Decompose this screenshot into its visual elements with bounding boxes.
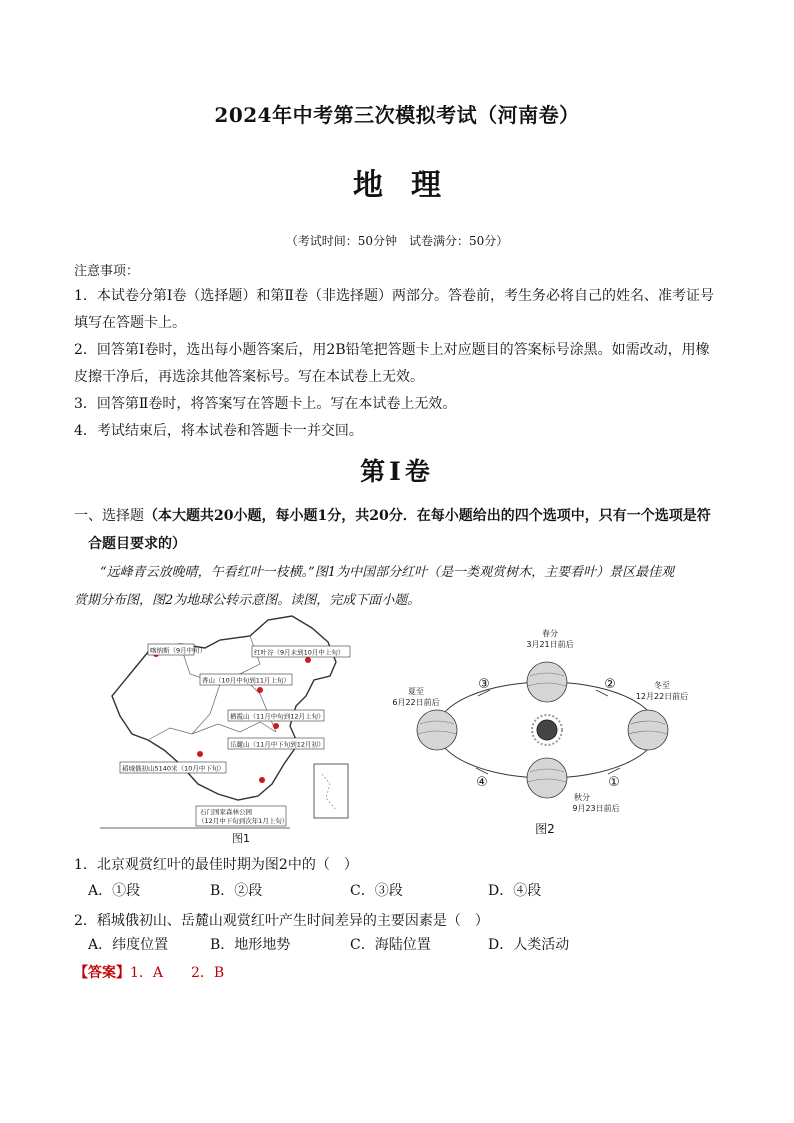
- sun-icon: [537, 720, 557, 740]
- q1-option-b[interactable]: B．②段: [210, 883, 263, 899]
- earth-spring-icon: [527, 662, 567, 702]
- earth-summer-icon: [417, 710, 457, 750]
- figure2-orbit: [390, 626, 700, 842]
- label-kanas: 喀纳斯（9月中旬）: [150, 646, 207, 655]
- segment-3: ③: [478, 677, 490, 692]
- volume-heading: 第Ⅰ卷: [360, 457, 434, 486]
- section-instruction: （本大题共20小题，每小题1分，共20分．在每小题给出的四个选项中，只有一个选项是符: [144, 508, 711, 524]
- winter-label: 冬至: [654, 681, 670, 690]
- label-shimen: 石门国家森林公园: [200, 808, 252, 816]
- spring-date: 3月21日前后: [526, 640, 574, 649]
- earth-winter-icon: [628, 710, 668, 750]
- question-1: 1．北京观赏红叶的最佳时期为图2中的（ ）: [74, 857, 358, 873]
- notes-item: 皮擦干净后，再选涂其他答案标号。写在本试卷上无效。: [74, 369, 424, 385]
- time-info: （考试时间：50分钟 试卷满分：50分）: [285, 234, 509, 248]
- south-sea-inset: [314, 764, 348, 818]
- answer-line: [74, 962, 224, 982]
- section-prefix: 一、选择题: [74, 508, 144, 524]
- segment-2: ②: [604, 677, 616, 692]
- label-yuelu: 岳麓山（11月中下旬到12月初）: [230, 740, 325, 749]
- q1-option-c[interactable]: C．③段: [350, 883, 403, 899]
- segment-1: ①: [608, 775, 620, 790]
- marker-xiangshan: [257, 687, 263, 693]
- figure1-caption: 图1: [232, 832, 250, 844]
- notes-item: 3．回答第Ⅱ卷时，将答案写在答题卡上。写在本试卷上无效。: [74, 396, 457, 412]
- label-hongyegu: 红叶谷（9月末到10月中上旬）: [254, 648, 345, 657]
- label-qixia: 栖霞山（11月中旬到12月上旬）: [230, 712, 325, 721]
- segment-4: ④: [476, 775, 488, 790]
- marker-daocheng: [197, 751, 203, 757]
- question-2: 2．稻城俄初山、岳麓山观赏红叶产生时间差异的主要因素是（ ）: [74, 913, 489, 929]
- summer-date: 6月22日前后: [392, 698, 440, 707]
- notes-item: 2．回答第Ⅰ卷时，选出每小题答案后，用2B铅笔把答题卡上对应题目的答案标号涂黑。如需改动，用橡: [74, 342, 710, 358]
- figure2-caption: 图2: [535, 822, 555, 836]
- notes-heading: 注意事项：: [74, 264, 140, 279]
- label-xiangshan: 香山（10月中旬到11月上旬）: [202, 676, 291, 685]
- q1-option-a[interactable]: A．①段: [88, 883, 141, 899]
- section-instruction-cont: 合题目要求的）: [88, 536, 186, 552]
- q1-option-d[interactable]: D．④段: [488, 883, 542, 899]
- earth-autumn-icon: [527, 758, 567, 798]
- q2-option-d[interactable]: D．人类活动: [488, 937, 570, 953]
- figure1-map: [100, 614, 360, 844]
- label-daocheng: 稻城俄初山5140米（10月中下旬）: [122, 764, 225, 773]
- notes-item: 填写在答题卡上。: [74, 315, 186, 331]
- winter-date: 12月22日前后: [635, 692, 689, 701]
- stem-line: “远峰青云放晚晴，午看红叶一枝横。”图1为中国部分红叶（是一类观赏树木，主要看叶）景区最佳观: [100, 565, 675, 580]
- autumn-label: 秋分: [574, 793, 590, 802]
- summer-label: 夏至: [408, 687, 424, 696]
- q2-option-b[interactable]: B．地形地势: [210, 937, 291, 953]
- subject-title: 地理: [353, 168, 469, 203]
- q2-option-a[interactable]: A．纬度位置: [88, 937, 169, 953]
- q2-option-c[interactable]: C．海陆位置: [350, 937, 431, 953]
- exam-title: 2024年中考第三次模拟考试（河南卷）: [214, 103, 580, 127]
- answer-tag: 【答案】: [74, 965, 130, 981]
- spring-label: 春分: [542, 629, 558, 638]
- answer-values: 1．A 2．B: [130, 965, 225, 981]
- notes-item: 1．本试卷分第Ⅰ卷（选择题）和第Ⅱ卷（非选择题）两部分。答卷前，考生务必将自己的姓名、准考证号: [74, 288, 714, 304]
- marker-hongyegu: [305, 657, 311, 663]
- stem-line: 赏期分布图，图2为地球公转示意图。读图，完成下面小题。: [74, 593, 421, 608]
- section-heading: [74, 503, 754, 530]
- marker-shimen: [259, 777, 265, 783]
- marker-qixia: [273, 723, 279, 729]
- autumn-date: 9月23日前后: [572, 804, 620, 813]
- label-shimen-date: （12月中下旬到次年1月上旬）: [198, 817, 289, 825]
- notes-item: 4．考试结束后，将本试卷和答题卡一并交回。: [74, 423, 363, 439]
